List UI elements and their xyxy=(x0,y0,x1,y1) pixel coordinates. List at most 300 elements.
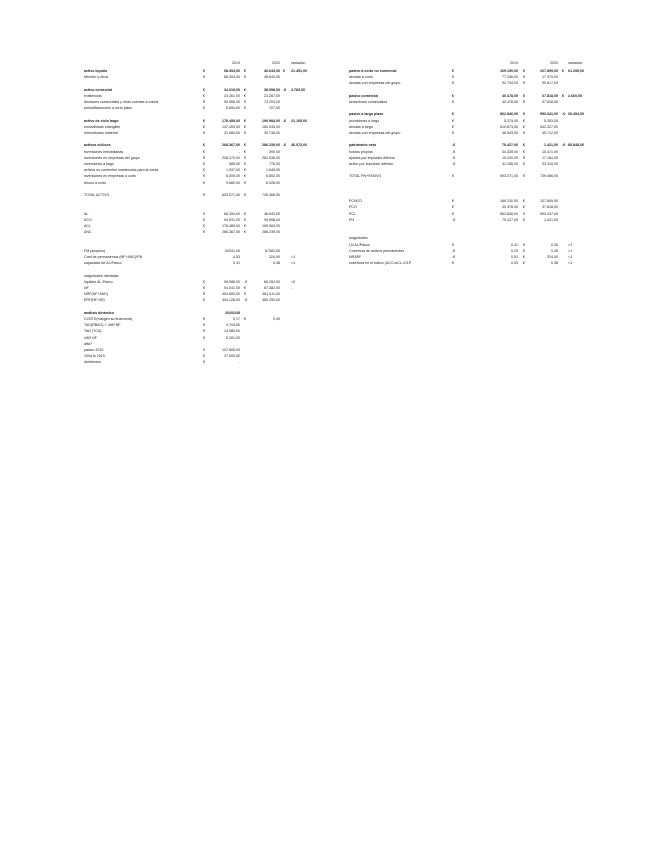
currency-symbol: -€ xyxy=(283,118,287,123)
left-row-label: TAD (TCA) xyxy=(84,329,102,334)
value-2020: 99.598,00 xyxy=(264,217,280,222)
currency-symbol: € xyxy=(203,348,205,352)
value-2019: 0,53 xyxy=(511,261,518,266)
currency-symbol: € xyxy=(452,69,454,73)
value-2020: 33.319,00 xyxy=(542,162,558,166)
currency-symbol: € xyxy=(244,149,246,154)
value-2020: 107.895,00 xyxy=(540,199,558,204)
value-2019: 226.170,00 xyxy=(222,155,240,160)
currency-symbol: € xyxy=(203,292,205,297)
currency-symbol: € xyxy=(244,143,246,148)
value-2020: 0,38 xyxy=(273,261,280,266)
right-row-label: TOTAL PN+PASIVO xyxy=(349,174,382,179)
currency-symbol: -€ xyxy=(283,87,287,92)
currency-symbol: -€ xyxy=(283,143,287,148)
left-row-label: ANC xyxy=(84,230,92,235)
value-variation: <1 xyxy=(291,261,296,266)
currency-symbol: € xyxy=(244,211,246,216)
value-2019: 92.794,00 xyxy=(502,81,518,86)
value-2020: 46.643,00 xyxy=(264,75,280,80)
value-2020: 23.287,00 xyxy=(264,93,280,98)
value-2019: -4,53 xyxy=(231,255,240,259)
currency-symbol: € xyxy=(244,168,246,173)
value-2019: 5.694,00 xyxy=(226,106,240,111)
left-row-label: ACL xyxy=(84,224,91,228)
currency-symbol: € xyxy=(203,131,205,135)
currency-symbol: € xyxy=(203,193,205,197)
currency-symbol: € xyxy=(203,224,205,228)
value-2020: 324,90 xyxy=(547,255,558,259)
left-row-label: capacidad de AL/Pasco xyxy=(84,261,122,266)
currency-symbol: € xyxy=(203,75,205,80)
left-row-label: magnitudes ofertadas xyxy=(84,273,119,278)
value-2019: 0,41 xyxy=(511,242,518,247)
left-header-2019: 2019 xyxy=(232,61,240,65)
currency-symbol: -€ xyxy=(452,217,456,222)
value-2020: 0,36 xyxy=(551,242,558,247)
currency-symbol: € xyxy=(244,180,246,185)
right-header-2019: 2019 xyxy=(510,61,518,65)
left-row-label: FM (acopios) xyxy=(84,248,105,253)
currency-symbol: € xyxy=(523,143,525,148)
currency-symbol: € xyxy=(244,224,246,228)
value-2019: 27.000,00 xyxy=(224,354,240,359)
currency-symbol: € xyxy=(523,75,525,80)
value-2019: 693.071,00 xyxy=(500,174,518,179)
left-row-label: activos no corrientes mantenidos para la venta xyxy=(84,168,159,173)
currency-symbol: -€ xyxy=(562,143,566,148)
value-2020: 324,90 xyxy=(269,255,280,259)
right-row-label: ajustes por impuesto diferido xyxy=(349,155,395,160)
left-row-label: activo líquido xyxy=(84,69,108,73)
currency-symbol: € xyxy=(452,81,454,86)
value-2019: 494.126,00 xyxy=(222,298,240,303)
currency-symbol: € xyxy=(244,93,246,98)
value-2019: 169.130,00 xyxy=(500,199,518,204)
right-row-label: pasivo a largo plazo xyxy=(349,112,384,117)
currency-symbol: € xyxy=(523,112,525,117)
value-2020: 67382,00 xyxy=(265,248,280,253)
value-2020: 160.045,00 xyxy=(262,124,280,129)
value-2019: 13.985,00 xyxy=(224,329,240,334)
currency-symbol: € xyxy=(244,131,246,135)
right-row-label: deudas a largo xyxy=(349,124,373,129)
value-2020: 45.712,00 xyxy=(542,131,558,135)
currency-symbol: € xyxy=(523,155,525,160)
value-2020: 6.028,00 xyxy=(266,180,280,185)
value-2020: 1.421,00 xyxy=(544,217,558,222)
currency-symbol: € xyxy=(523,261,525,266)
left-header-2020: 2020 xyxy=(272,61,280,65)
value-variation: 21.195,00 xyxy=(291,118,307,123)
value-2019: 603.071,00 xyxy=(222,193,240,197)
right-header-2020: 2020 xyxy=(550,61,558,65)
value-2020: 67.382,00 xyxy=(264,286,280,290)
value-2019: 79.427,00 xyxy=(502,217,518,222)
currency-symbol: € xyxy=(244,69,246,73)
currency-symbol: € xyxy=(244,193,246,197)
value-2019: 585,00 xyxy=(229,162,240,166)
left-row-label: pasivo 2019 xyxy=(84,348,104,352)
value-2019: 4.704,00 xyxy=(226,323,240,328)
value-2020: 460.290,00 xyxy=(262,298,280,303)
value-2020: 0,38 xyxy=(551,261,558,266)
currency-symbol: € xyxy=(523,118,525,123)
right-row-label: cobertura en el trafico (ACO-ACL-/OLP xyxy=(349,261,412,266)
left-row-label: inmovilizado intangible xyxy=(84,124,121,129)
left-row-label: inversiones en empresas a corto xyxy=(84,174,136,179)
currency-symbol: € xyxy=(452,75,454,80)
left-row-label: TAD(RBAO) + VAR NF xyxy=(84,323,121,328)
right-row-label: LN AL/Pasco xyxy=(349,242,370,247)
value-2019: 79.427,00 xyxy=(502,143,518,148)
currency-symbol: € xyxy=(203,162,205,166)
right-row-label: Cobertura de activos permanentes xyxy=(349,248,405,253)
value-2019: 562.846,00 xyxy=(500,112,518,117)
currency-symbol: € xyxy=(203,143,205,148)
currency-symbol: € xyxy=(283,69,285,73)
currency-symbol: € xyxy=(452,124,454,129)
value-2020: 107,00 xyxy=(269,106,280,111)
left-row-label: inversiones a largo xyxy=(84,162,115,166)
currency-symbol: € xyxy=(203,118,205,123)
currency-symbol: € xyxy=(203,180,205,185)
currency-symbol: € xyxy=(203,286,205,290)
currency-symbol: € xyxy=(203,124,205,129)
value-2020: 5.303,00 xyxy=(544,118,558,123)
left-row-label: COSTE(margen so financiera) xyxy=(84,317,133,321)
currency-symbol: € xyxy=(523,211,525,216)
value-2020: 73.203,00 xyxy=(264,100,280,104)
currency-symbol: € xyxy=(203,174,205,179)
currency-symbol: -€ xyxy=(244,298,248,303)
right-row-label: deudas a corto xyxy=(349,75,373,80)
right-row-label: provisiones a largo xyxy=(349,118,380,123)
value-2020: 37.818,00 xyxy=(542,205,558,210)
value-2019: 68.394,00 xyxy=(224,69,240,73)
value-2019: 1.937,00 xyxy=(226,168,240,173)
currency-symbol: -€ xyxy=(562,112,566,117)
value-2019: 54341,00 xyxy=(225,248,240,253)
currency-symbol: -€ xyxy=(452,143,456,148)
left-row-label: ACO xyxy=(84,217,92,222)
currency-symbol: € xyxy=(523,217,525,222)
right-row-label: PCO xyxy=(349,205,357,210)
value-variation: 21.451,00 xyxy=(291,69,307,73)
left-row-label: activos cíclicos xyxy=(84,143,111,148)
value-2020: 542.327,00 xyxy=(540,124,558,129)
value-2019: 9.281,00 xyxy=(226,335,240,340)
currency-symbol: € xyxy=(203,149,205,154)
right-row-label: magnitudes xyxy=(349,236,368,241)
value-2020: 90.617,00 xyxy=(542,81,558,86)
value-2020: 199.984,00 xyxy=(262,118,280,123)
currency-symbol: € xyxy=(452,100,454,104)
currency-symbol: € xyxy=(244,124,246,129)
value-2020: 593.347,00 xyxy=(540,211,558,216)
value-2019: 5.000,00 xyxy=(226,174,240,179)
value-2019: 23.361,00 xyxy=(224,93,240,98)
value-2020: 0,49 xyxy=(273,317,280,321)
currency-symbol: € xyxy=(523,93,525,98)
left-row-label: efectivo y otros xyxy=(84,75,109,80)
right-row-label: acreedores comerciales xyxy=(349,100,388,104)
value-2019: 15.249,00 xyxy=(502,155,518,160)
currency-symbol: € xyxy=(203,360,205,365)
value-2020: 39.738,00 xyxy=(264,131,280,135)
currency-symbol: -€ xyxy=(452,162,456,166)
value-2019: 0,17 xyxy=(233,317,240,321)
left-header-variation: variación xyxy=(291,61,306,65)
left-row-label: 100a fs 2019 xyxy=(84,354,105,359)
left-row-label: periodificaciones a corto plazo xyxy=(84,106,133,111)
currency-symbol: € xyxy=(203,87,205,92)
currency-symbol: € xyxy=(562,93,564,98)
left-row-label: existencias xyxy=(84,93,102,98)
value-2020: 38.598,00 xyxy=(264,87,280,92)
value-2020: 593.341,00 xyxy=(540,112,558,117)
currency-symbol: € xyxy=(244,317,246,321)
value-2019: 169.190,00 xyxy=(500,69,518,73)
currency-symbol: -€ xyxy=(452,248,456,253)
currency-symbol: € xyxy=(244,100,246,104)
left-row-label: TOTAL ACTIVO xyxy=(84,193,110,197)
left-row-label: análisis dinámico xyxy=(84,310,114,315)
value-2019: 562.846,00 xyxy=(500,211,518,216)
value-variation: 61.295,00 xyxy=(568,69,584,73)
value-2020: 286.239,00 xyxy=(262,230,280,235)
currency-symbol: € xyxy=(244,230,246,235)
currency-symbol: € xyxy=(203,100,205,104)
currency-symbol: € xyxy=(244,106,246,111)
value-2020: 461.611,00 xyxy=(262,292,280,297)
currency-symbol: € xyxy=(452,112,454,117)
left-row-label: NF xyxy=(84,286,89,290)
currency-symbol: € xyxy=(452,131,454,135)
value-2019: 68.394,00 xyxy=(224,211,240,216)
value-2019: 2020/245 xyxy=(225,310,240,315)
currency-symbol: € xyxy=(523,100,525,104)
value-2019: 46.543,00 xyxy=(502,131,518,135)
value-2020: 262.038,00 xyxy=(262,155,280,160)
value-2019: 107.895,00 xyxy=(222,348,240,352)
currency-symbol: € xyxy=(203,217,205,222)
currency-symbol: € xyxy=(244,292,246,297)
value-variation: 80.848,00 xyxy=(568,143,584,148)
left-row-label: dividendos xyxy=(84,360,102,365)
value-2019: 34.328,00 xyxy=(502,149,518,154)
right-row-label: deudas con empresas del grupo xyxy=(349,131,401,135)
currency-symbol: € xyxy=(244,118,246,123)
value-2019: 68.394,00 xyxy=(224,75,240,80)
value-2019: 54.341,00 xyxy=(224,286,240,290)
value-2019: 178.489,00 xyxy=(222,118,240,123)
currency-symbol: € xyxy=(562,69,564,73)
currency-symbol: € xyxy=(452,118,454,123)
value-variation: - xyxy=(291,286,293,290)
value-2019: 0,51 xyxy=(511,255,518,259)
value-2020: 17.479,00 xyxy=(542,75,558,80)
value-2020: 46.643,00 xyxy=(264,211,280,216)
currency-symbol: € xyxy=(203,279,205,284)
currency-symbol: € xyxy=(244,174,246,179)
value-2019: 147.405,00 xyxy=(222,124,240,129)
currency-symbol: -€ xyxy=(452,149,456,154)
left-row-label: activo comercial xyxy=(84,87,113,92)
left-row-label: inversiones en empresas del grupo xyxy=(84,155,140,160)
currency-symbol: € xyxy=(244,155,246,160)
currency-symbol: € xyxy=(203,323,205,328)
right-row-label: patrimonio neto xyxy=(349,143,377,148)
value-2020: 15.471,00 xyxy=(542,149,558,154)
value-2019: 40.478,00 xyxy=(502,93,518,98)
currency-symbol: € xyxy=(452,261,454,266)
value-2019: 99.986,00 xyxy=(224,279,240,284)
value-2019: 268.367,00 xyxy=(222,143,240,148)
currency-symbol: € xyxy=(203,106,205,111)
value-2020: 46.643,00 xyxy=(264,69,280,73)
currency-symbol: € xyxy=(523,174,525,179)
value-2019: 94.931,00 xyxy=(224,217,240,222)
value-2019: 0,29 xyxy=(511,248,518,253)
currency-symbol: -€ xyxy=(452,155,456,160)
currency-symbol: € xyxy=(244,75,246,80)
currency-symbol: € xyxy=(523,81,525,86)
left-row-label: inmovilizado material xyxy=(84,131,118,135)
value-variation: 2.660,00 xyxy=(568,93,582,98)
value-2020: 739.466,00 xyxy=(540,174,558,179)
currency-symbol: € xyxy=(523,248,525,253)
currency-symbol: € xyxy=(452,174,454,179)
currency-symbol: € xyxy=(523,205,525,210)
currency-symbol: € xyxy=(452,242,454,247)
currency-symbol: € xyxy=(523,124,525,129)
currency-symbol: € xyxy=(203,329,205,334)
value-variation: <1 xyxy=(291,255,296,259)
left-row-label: NRF(NF+ANC) xyxy=(84,292,109,297)
currency-symbol: € xyxy=(203,211,205,216)
right-row-label: activo por impuesto diferido xyxy=(349,162,393,166)
right-row-label: fondos propios xyxy=(349,149,373,154)
value-2020: 199.984,00 xyxy=(262,224,280,228)
currency-symbol: € xyxy=(203,69,205,73)
currency-symbol: € xyxy=(244,217,246,222)
left-row-label: tesoro a corto xyxy=(84,180,106,185)
value-2019: 510.873,00 xyxy=(500,124,518,129)
value-2019: 40.478,00 xyxy=(502,205,518,210)
currency-symbol: € xyxy=(203,317,205,321)
value-2020: 0,45 xyxy=(551,248,558,253)
right-row-label: pasivo comercial xyxy=(349,93,379,98)
value-2020: 776,00 xyxy=(269,162,280,166)
currency-symbol: € xyxy=(452,93,454,98)
value-variation: 46.073,00 xyxy=(291,143,307,148)
value-variation: 30.494,00 xyxy=(568,112,584,117)
left-row-label: afta? xyxy=(84,341,92,346)
right-header-variation: variación xyxy=(568,61,583,65)
value-2020: 1.645,00 xyxy=(266,168,280,173)
left-row-label: AL xyxy=(84,211,89,216)
value-2019: 34.315,00 xyxy=(224,87,240,92)
right-row-label: NRARF xyxy=(349,255,362,259)
right-row-label: PCNCO xyxy=(349,199,362,204)
left-row-label: activo de ciclo largo xyxy=(84,118,119,123)
currency-symbol: € xyxy=(523,149,525,154)
currency-symbol: € xyxy=(452,199,454,204)
value-variation: 4.783,00 xyxy=(291,87,305,92)
left-row-label: Coef de permanencia (NF+ANC)/PN xyxy=(84,255,143,259)
currency-symbol: € xyxy=(203,230,205,235)
currency-symbol: € xyxy=(523,255,525,259)
currency-symbol: € xyxy=(203,155,205,160)
currency-symbol: € xyxy=(203,93,205,98)
value-2019: 178.489,00 xyxy=(222,224,240,228)
value-2020: 286.239,00 xyxy=(262,143,280,148)
value-2020: 17.184,00 xyxy=(542,155,558,160)
value-2019: 9.660,00 xyxy=(226,180,240,185)
currency-symbol: € xyxy=(244,162,246,166)
left-row-label: deudores comerciales y otras cuentas a cobrar xyxy=(84,100,159,104)
value-variation: <1 xyxy=(568,242,573,247)
value-2019: 77.336,00 xyxy=(502,75,518,80)
value-variation: <1 xyxy=(568,248,573,253)
value-2019: - xyxy=(238,149,240,154)
currency-symbol: € xyxy=(523,199,525,204)
left-row-label: ERF(NF-NR) xyxy=(84,298,105,303)
currency-symbol: € xyxy=(452,205,454,210)
value-2019: 41.156,00 xyxy=(502,162,518,166)
value-2020: 1.421,00 xyxy=(544,143,558,148)
left-row-label: VAR NF xyxy=(84,335,97,340)
currency-symbol: -€ xyxy=(244,279,248,284)
value-2019: 50.966,00 xyxy=(224,100,240,104)
currency-symbol: € xyxy=(244,286,246,290)
value-2019: 31.084,00 xyxy=(224,131,240,135)
value-2020: 739.466,00 xyxy=(262,193,280,197)
value-2020: 107.895,00 xyxy=(540,69,558,73)
value-2019: 266.367,00 xyxy=(222,230,240,235)
value-2020: 6.852,00 xyxy=(266,174,280,179)
value-2019: 40.478,00 xyxy=(502,100,518,104)
value-variation: <1 xyxy=(568,255,573,259)
currency-symbol: € xyxy=(244,87,246,92)
currency-symbol: -€ xyxy=(452,255,456,259)
currency-symbol: € xyxy=(523,69,525,73)
value-variation: <1 xyxy=(568,261,573,266)
currency-symbol: € xyxy=(203,354,205,359)
value-2020: 37.818,00 xyxy=(542,100,558,104)
right-row-label: pasivo a corto no comercial xyxy=(349,69,397,73)
right-row-label: deudas con empresas del grupo xyxy=(349,81,401,86)
right-row-label: PCL xyxy=(349,211,356,216)
value-variation: >0 xyxy=(291,279,296,284)
value-2020: 66.252,00 xyxy=(264,279,280,284)
currency-symbol: € xyxy=(523,131,525,135)
value-2019: 404.600,00 xyxy=(222,292,240,297)
value-2020: 390,00 xyxy=(269,149,280,154)
left-row-label: inversiones inmobiliarias xyxy=(84,149,124,154)
value-2019: 0,41 xyxy=(233,261,240,266)
currency-symbol: € xyxy=(203,168,205,173)
right-row-label: PN xyxy=(349,217,354,222)
currency-symbol: € xyxy=(523,242,525,247)
currency-symbol: € xyxy=(523,162,525,166)
currency-symbol: € xyxy=(452,211,454,216)
currency-symbol: € xyxy=(203,335,205,340)
left-row-label: liquidez AL-Pasco xyxy=(84,279,113,284)
value-2020: 37.818,00 xyxy=(542,93,558,98)
value-2019: - xyxy=(238,360,240,365)
